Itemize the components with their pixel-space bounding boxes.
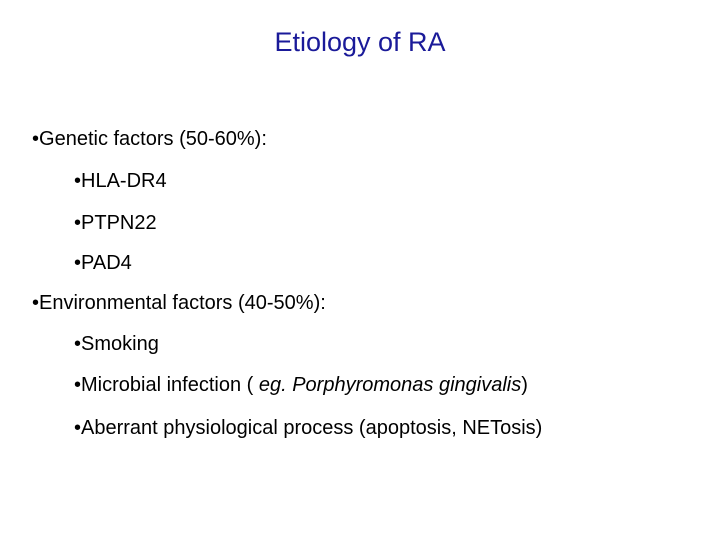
bullet-text: PAD4	[81, 252, 132, 274]
bullet-text-after: )	[521, 374, 528, 396]
slide-title: Etiology of RA	[274, 27, 446, 57]
bullet-marker: •	[74, 252, 82, 274]
bullet-text: Smoking	[81, 333, 159, 355]
bullet-hla-dr4	[74, 169, 167, 193]
bullet-genetic-factors	[32, 127, 267, 151]
bullet-smoking	[74, 332, 159, 356]
bullet-text: Genetic factors (50-60%):	[39, 128, 267, 150]
bullet-marker: •	[32, 292, 40, 314]
bullet-text-italic: eg. Porphyromonas gingivalis	[258, 374, 522, 396]
bullet-text: Environmental factors (40-50%):	[39, 292, 326, 314]
bullet-microbial-infection	[74, 373, 528, 397]
bullet-marker: •	[74, 374, 82, 396]
bullet-aberrant-process	[74, 416, 542, 440]
bullet-text-before: Microbial infection (	[81, 374, 259, 396]
bullet-marker: •	[74, 333, 82, 355]
bullet-environmental-factors	[32, 291, 326, 315]
bullet-text: Aberrant physiological process (apoptosis, NETosis)	[81, 417, 543, 439]
bullet-marker: •	[74, 417, 82, 439]
bullet-text: PTPN22	[81, 212, 157, 234]
bullet-pad4	[74, 251, 132, 275]
bullet-marker: •	[74, 170, 82, 192]
bullet-ptpn22	[74, 211, 157, 235]
bullet-marker: •	[74, 212, 82, 234]
bullet-marker: •	[32, 128, 40, 150]
bullet-text: HLA-DR4	[81, 170, 167, 192]
